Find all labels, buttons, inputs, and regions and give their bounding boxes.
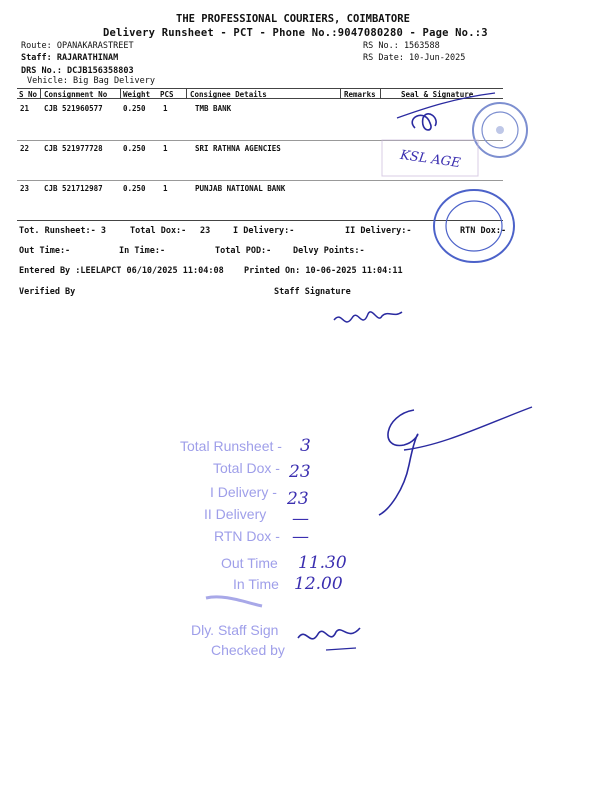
faded-stamp xyxy=(380,138,480,178)
stamp-value-dox: 23 xyxy=(289,462,311,482)
delvy-points: Delvy Points:- xyxy=(293,246,365,256)
row-divider xyxy=(17,180,503,181)
col-header-sno: S No xyxy=(19,90,38,99)
col-divider xyxy=(186,88,187,98)
table-row-sno: 21 xyxy=(20,104,30,113)
table-row-weight: 0.250 xyxy=(123,144,146,153)
printed-on: Printed On: 10-06-2025 11:04:11 xyxy=(244,266,403,276)
table-row-consignee: SRI RATHNA AGENCIES xyxy=(195,144,281,153)
runsheet-title: Delivery Runsheet - PCT - Phone No.:9047080280 - Page No.:3 xyxy=(103,27,488,39)
staff-field: Staff: RAJARATHINAM xyxy=(21,53,119,63)
rtn-dox: RTN Dox:- xyxy=(460,226,507,236)
table-row-pcs: 1 xyxy=(163,104,168,113)
col-header-remarks: Remarks xyxy=(344,90,376,99)
company-name: THE PROFESSIONAL COURIERS, COIMBATORE xyxy=(176,13,410,25)
out-time: Out Time:- xyxy=(19,246,71,256)
table-row-pcs: 1 xyxy=(163,144,168,153)
stamp-smudge xyxy=(204,592,264,612)
stamp-value-rtn: — xyxy=(292,527,309,547)
total-pod: Total POD:- xyxy=(215,246,272,256)
table-row-consignment: CJB 521977728 xyxy=(44,144,103,153)
table-row-consignment: CJB 521960577 xyxy=(44,104,103,113)
dly-staff-signature xyxy=(296,618,366,654)
i-delivery: I Delivery:- xyxy=(233,226,295,236)
col-header-pcs: PCS xyxy=(160,90,174,99)
col-header-weight: Weight xyxy=(123,90,151,99)
col-header-seal: Seal & Signature xyxy=(401,90,474,99)
stamp-value-ii-delivery: — xyxy=(292,509,309,529)
stamp-in-time: In Time xyxy=(233,576,279,592)
signature-scribble xyxy=(395,88,505,138)
stamp-value-runsheet: 3 xyxy=(300,436,311,456)
col-header-consignee: Consignee Details xyxy=(190,90,267,99)
stamp-rtn-dox: RTN Dox - xyxy=(214,528,280,544)
company-seal-stamp xyxy=(432,188,516,264)
staff-signature xyxy=(332,300,412,340)
table-bottom-border xyxy=(17,220,503,221)
col-divider xyxy=(380,88,381,98)
stamp-total-dox: Total Dox - xyxy=(213,460,280,476)
rs-date: RS Date: 10-Jun-2025 xyxy=(363,53,466,63)
remark-handwriting: KSL AGE xyxy=(399,147,462,172)
ii-delivery: II Delivery:- xyxy=(345,226,412,236)
stamp-i-delivery: I Delivery - xyxy=(210,484,277,500)
table-row-weight: 0.250 xyxy=(123,184,146,193)
table-row-sno: 23 xyxy=(20,184,30,193)
col-divider xyxy=(40,88,41,98)
col-divider xyxy=(340,88,341,98)
table-row-consignee: TMB BANK xyxy=(195,104,232,113)
entered-by: Entered By :LEELAPCT 06/10/2025 11:04:08 xyxy=(19,266,224,276)
vehicle-field: Vehicle: Big Bag Delivery xyxy=(27,76,155,86)
stamp-value-out-time: 11.30 xyxy=(298,553,347,573)
table-row-weight: 0.250 xyxy=(123,104,146,113)
col-divider xyxy=(120,88,121,98)
table-row-consignee: PUNJAB NATIONAL BANK xyxy=(195,184,286,193)
table-row-sno: 22 xyxy=(20,144,30,153)
route-field: Route: OPANAKARASTREET xyxy=(21,41,134,51)
table-row-pcs: 1 xyxy=(163,184,168,193)
rs-number: RS No.: 1563588 xyxy=(363,41,440,51)
stamp-ii-delivery: II Delivery xyxy=(204,506,267,522)
tot-runsheet: Tot. Runsheet:- 3 xyxy=(19,226,106,236)
table-row-consignment: CJB 521712987 xyxy=(44,184,103,193)
in-time: In Time:- xyxy=(119,246,166,256)
large-signature-scribble xyxy=(374,405,534,515)
stamp-staff-sign: Dly. Staff Sign xyxy=(191,622,279,638)
stamp-value-i-delivery: 23 xyxy=(287,489,309,509)
drs-field: DRS No.: DCJB156358803 xyxy=(21,66,134,76)
col-header-consignment: Consignment No xyxy=(44,90,108,99)
total-dox-value: 23 xyxy=(200,226,211,236)
staff-signature-label: Staff Signature xyxy=(274,287,351,297)
stamp-value-in-time: 12.00 xyxy=(294,574,343,594)
stamp-total-runsheet: Total Runsheet - xyxy=(180,438,282,454)
verified-by: Verified By xyxy=(19,287,76,297)
total-dox-label: Total Dox:- xyxy=(130,226,187,236)
stamp-out-time: Out Time xyxy=(221,555,278,571)
stamp-checked-by: Checked by xyxy=(211,642,285,658)
